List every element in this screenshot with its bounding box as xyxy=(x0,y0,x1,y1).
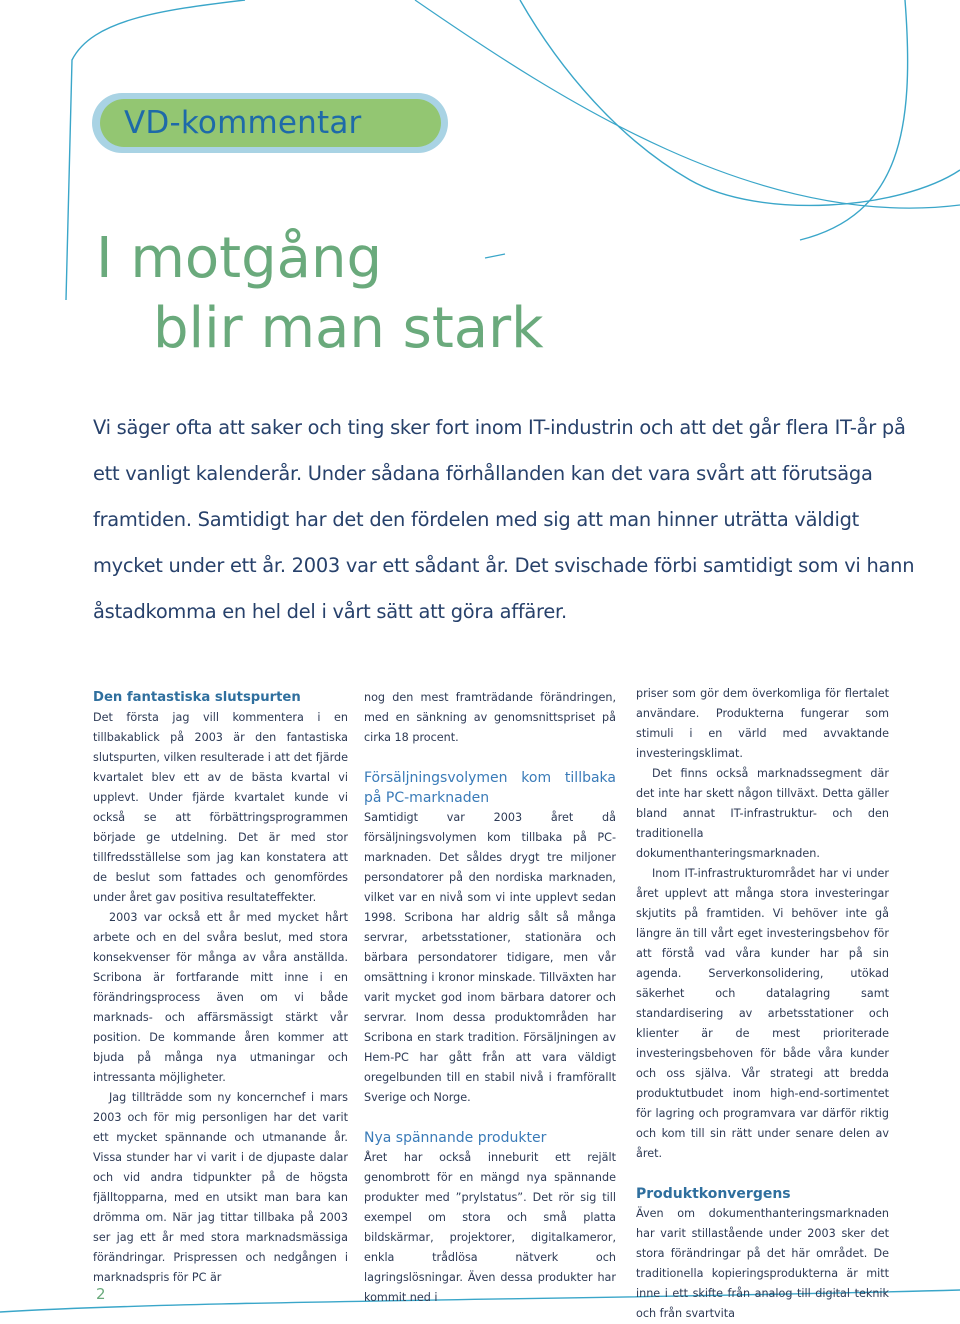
column-1-paragraph-2: 2003 var också ett år med mycket hårt arbete och en del svåra beslut, med stora konsekvenser för många av våra anställda. Scribona är fortfarande mitt inne i en förändringsprocess även om vi både marknads- och affärsmässigt stärkt vår position. De kommande åren kommer att bjuda på många nya utmaningar och intressanta möjligheter. xyxy=(93,911,348,1084)
page-number: 2 xyxy=(96,1285,106,1303)
column-3-paragraph-2: Inom IT-infrastrukturområdet har vi under året upplevt att många stora investeringar skjutits på framtiden. Vi behöver inte gå längre än till vårt eget investeringsbehov för att förstå vad våra kunder har på sin agenda. Serverkonsolidering, utökad säkerhet och datalagring samt standardisering av arbetsstationer och klienter är de mest prioriterade investeringsbehoven för både våra kunder och oss själva. Vår strategi att bredda produktutbudet inom high-end-sortimentet för lagring och programvara var därför riktig och kom till sin rätt under senare delen av året. xyxy=(636,867,889,1160)
column-2-paragraph-1: Samtidigt var 2003 året då försäljningsvolymen kom tillbaka på PC-marknaden. Det såldes drygt tre miljoner persondatorer på den nordiska marknaden, vilket var en nivå som vi inte upplevt sedan 1998. Scribona har aldrig sålt så många servrar, arbetsstationer, stationära och bärbara persondatorer tidigare, men vår omsättning i kronor minskade. Tillväxten har varit mycket god inom bärbara datorer och servrar. Inom dessa produktområden har Scribona en stark tradition. Försäljningen av Hem-PC har gått från att vara väldigt oregelbunden till en stabil nivå i framförallt Sverige och Norge. xyxy=(364,811,616,1104)
column-3 xyxy=(636,684,889,1324)
column-3-paragraph-1: Det finns också marknadssegment där det inte har skett någon tillväxt. Detta gäller bland annat IT-infrastruktur- och den traditionella dokumenthanteringsmarknaden. xyxy=(636,767,889,860)
column-2-paragraph-0: nog den mest framträdande förändringen, med en sänkning av genomsnittspriset på cirka 18 procent. xyxy=(364,691,616,744)
headline-line-2: blir man stark xyxy=(153,296,544,361)
column-2-heading-2: Nya spännande produkter xyxy=(364,1130,547,1146)
column-3-paragraph-3: Även om dokumenthanteringsmarknaden har varit stillastående under 2003 sker det stora förändringar på det här området. De traditionella kopieringsprodukterna är mitt inne i ett skifte från analog till digital teknik och från svartvita xyxy=(636,1207,889,1320)
ingress-line: framtiden. Samtidigt har det den fördelen med sig att man hinner uträtta väldigt xyxy=(93,508,859,531)
column-1-paragraph-1: Det första jag vill kommentera i en tillbakablick på 2003 är den fantastiska slutspurten, vilken resulterade i att det fjärde kvartalet blev ett av de bästa kvartal vi upplevt. Under fjärde kvartalet kunde vi också se att förbättringsprogrammen började ge utdelning. Det är med stor tillfredsställelse som jag kan konstatera att de beslut som fattades och genomfördes under året gav positiva resultateffekter. xyxy=(93,711,348,904)
ingress-line: mycket under ett år. 2003 var ett sådant år. Det svischade förbi samtidigt som vi hann xyxy=(93,554,915,577)
ingress-line: Vi säger ofta att saker och ting sker fort inom IT-industrin och att det går flera IT-år på xyxy=(93,416,906,439)
ingress-line: åstadkomma en hel del i vårt sätt att göra affärer. xyxy=(93,600,567,623)
ingress xyxy=(93,405,915,635)
column-2-paragraph-2: Året har också inneburit ett rejält genombrott för en mängd nya spännande produkter med ”prylstatus”. Det rör sig till exempel om stora och små platta bildskärmar, projektorer, digitalkameror, enkla trådlösa nätverk och lagringslösningar. Även dessa produkter har kommit ned i xyxy=(364,1151,616,1304)
column-1-heading: Den fantastiska slutspurten xyxy=(93,690,301,705)
column-3-paragraph-0: priser som gör dem överkomliga för flertalet användare. Produkterna fungerar som stimuli i en värld med avvaktande investeringsklimat. xyxy=(636,687,889,760)
column-1 xyxy=(93,688,348,1288)
ingress-line: ett vanligt kalenderår. Under sådana förhållanden kan det vara svårt att förutsäga xyxy=(93,462,873,485)
column-1-paragraph-3: Jag tillträdde som ny koncernchef i mars 2003 och för mig personligen har det varit ett mycket spännande och utmanande år. Vissa stunder har vi varit i de djupaste dalar och vid andra tidpunkter på de högsta fjälltopparna, med en utsikt man bara kan drömma om. När jag tittar tillbaka på 2003 ser jag ett år med stora marknadsmässiga förändringar. Prispressen och nedgången i marknadspris för PC är xyxy=(93,1091,348,1284)
column-2 xyxy=(364,688,616,1308)
headline-line-1: I motgång xyxy=(96,226,382,291)
column-3-heading-1: Produktkonvergens xyxy=(636,1186,791,1202)
section-badge-label: VD-kommentar xyxy=(124,105,362,141)
column-2-heading-1: Försäljningsvolymen kom tillbaka på PC-marknaden xyxy=(364,770,616,806)
